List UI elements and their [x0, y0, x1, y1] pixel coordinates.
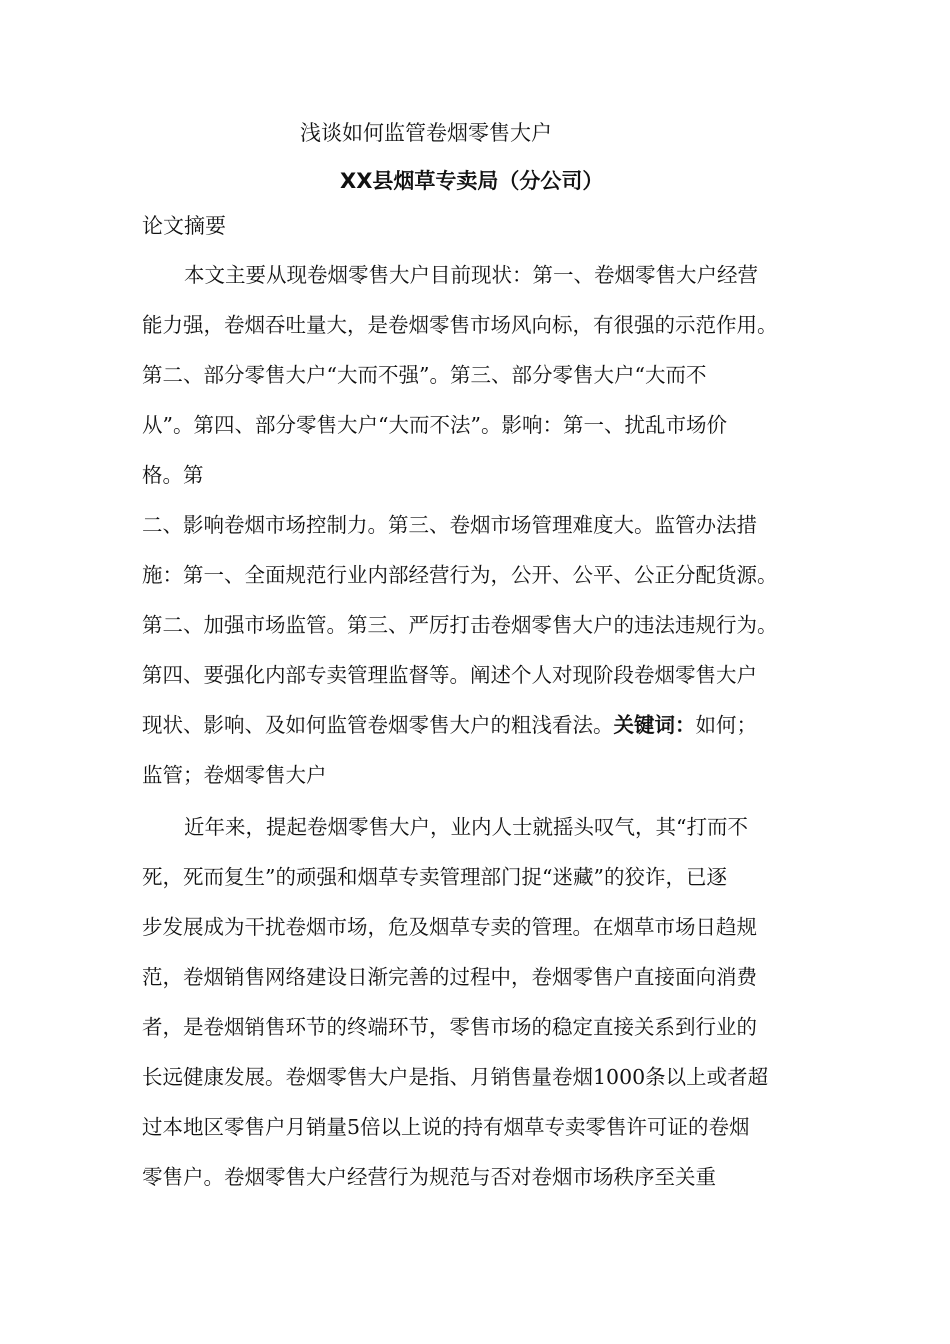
- keywords-text: 如何；: [695, 713, 757, 737]
- abstract-line-with-keywords: [142, 710, 757, 740]
- body-line: 近年来，提起卷烟零售大户，业内人士就摇头叹气，其“打而不: [184, 815, 748, 839]
- document-author: XX县烟草专卖局（分公司）: [340, 169, 604, 193]
- abstract-line: 施：第一、全面规范行业内部经营行为，公开、公平、公正分配货源。: [142, 563, 778, 587]
- body-line: 零售户。卷烟零售大户经营行为规范与否对卷烟市场秩序至关重: [142, 1165, 716, 1189]
- abstract-line: 第四、要强化内部专卖管理监督等。阐述个人对现阶段卷烟零售大户: [142, 663, 757, 687]
- abstract-line: 能力强，卷烟吞吐量大，是卷烟零售市场风向标，有很强的示范作用。: [142, 313, 778, 337]
- body-line: 者，是卷烟销售环节的终端环节，零售市场的稳定直接关系到行业的: [142, 1015, 757, 1039]
- abstract-line: 从”。第四、部分零售大户“大而不法”。影响：第一、扰乱市场价: [142, 413, 727, 437]
- abstract-line: 第二、加强市场监管。第三、严厉打击卷烟零售大户的违法违规行为。: [142, 613, 778, 637]
- abstract-line: 本文主要从现卷烟零售大户目前现状：第一、卷烟零售大户经营: [184, 263, 758, 287]
- body-line: 步发展成为干扰卷烟市场，危及烟草专卖的管理。在烟草市场日趋规: [142, 915, 757, 939]
- abstract-line: 二、影响卷烟市场控制力。第三、卷烟市场管理难度大。监管办法措: [142, 513, 757, 537]
- abstract-line-text: 现状、影响、及如何监管卷烟零售大户的粗浅看法。: [142, 713, 614, 737]
- body-line: 死，死而复生”的顽强和烟草专卖管理部门捉“迷藏”的狡诈，已逐: [142, 865, 727, 889]
- keywords-line: 监管；卷烟零售大户: [142, 763, 327, 787]
- body-line: 范，卷烟销售网络建设日渐完善的过程中，卷烟零售户直接面向消费: [142, 965, 757, 989]
- abstract-heading: 论文摘要: [142, 214, 226, 238]
- body-line: 过本地区零售户月销量5倍以上说的持有烟草专卖零售许可证的卷烟: [142, 1115, 750, 1139]
- body-line: 长远健康发展。卷烟零售大户是指、月销售量卷烟1000条以上或者超: [142, 1065, 769, 1089]
- abstract-line: 格。第: [142, 463, 204, 487]
- document-title: 浅谈如何监管卷烟零售大户: [300, 121, 552, 145]
- keywords-label: 关键词：: [613, 713, 696, 737]
- abstract-line: 第二、部分零售大户“大而不强”。第三、部分零售大户“大而不: [142, 363, 707, 387]
